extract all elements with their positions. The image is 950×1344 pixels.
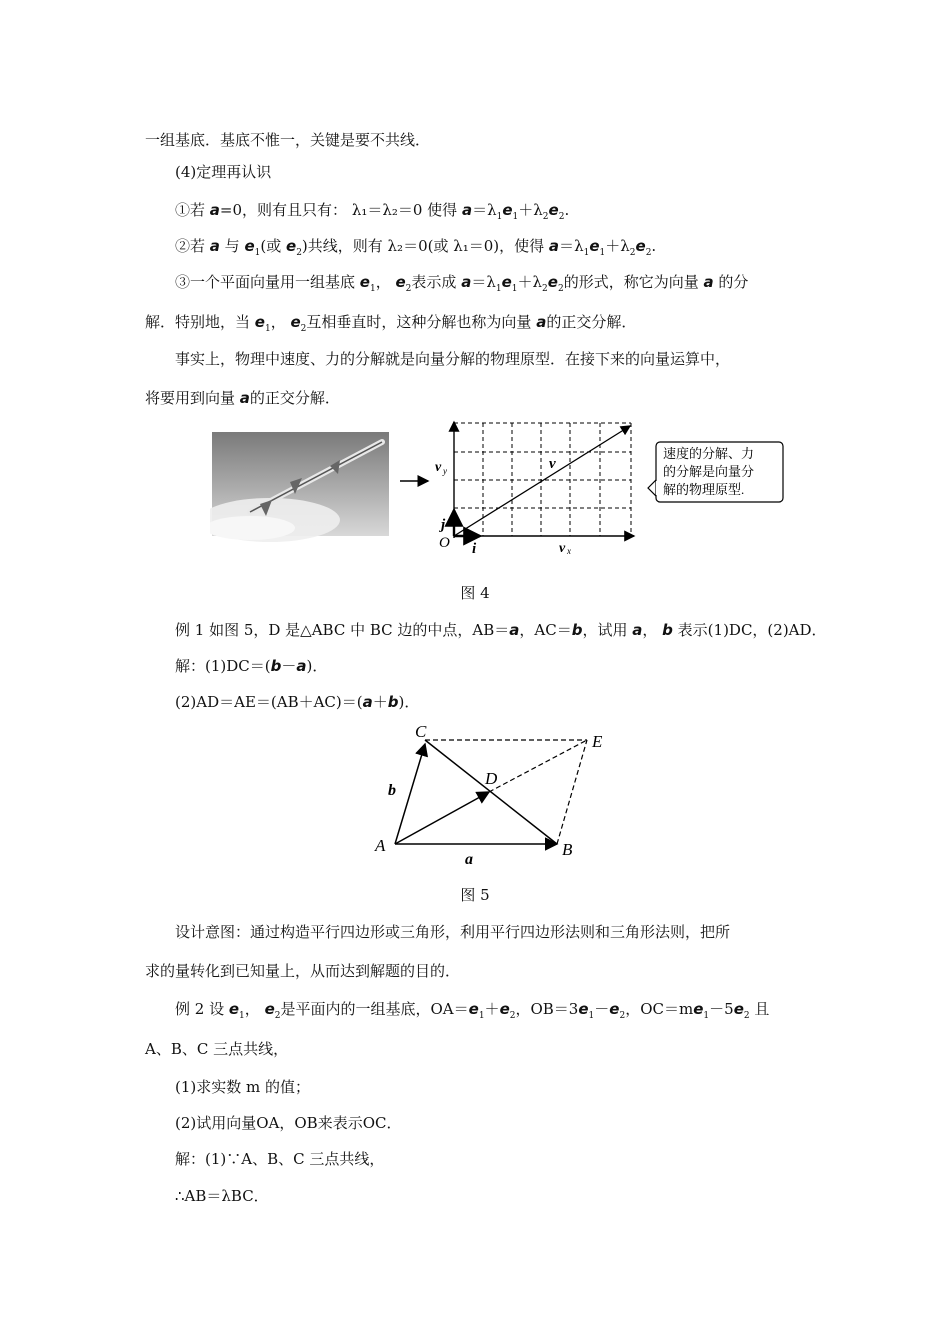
text-line: ③一个平面向量用一组基底 $e_1$， $e_2$表示成 $a=\lambda_1e_1+\lambda_2e_2$的形式，称它为向量 a 的分: [175, 273, 749, 294]
question-line: (2)试用向量OA，OB来表示OC．: [175, 1114, 402, 1132]
text-line: 设计意图：通过构造平行四边形或三角形，利用平行四边形法则和三角形法则，把所: [175, 923, 731, 941]
example-line: 例 1 如图 5，D 是△ABC 中 BC 边的中点，AB＝a，AC＝b，试用 a， b 表示(1)DC，(2)AD．: [175, 621, 827, 639]
text-line: A、B、C 三点共线，: [145, 1040, 289, 1058]
question-line: (1)求实数 m 的值；: [175, 1078, 311, 1096]
callout-line: 的分解是向量分: [663, 464, 755, 479]
text-line: ①若 a=0，则有且只有： λ₁＝λ₂＝0 使得 $a=\lambda_1e_1+\lambda_2e_2$.: [175, 201, 570, 222]
figure-caption: 图 5: [460, 886, 490, 904]
label-D: D: [485, 769, 498, 788]
vector-AD: [395, 792, 489, 844]
solution-line: (2)AD＝AE＝(AB＋AC)＝(a＋b)．: [175, 693, 420, 711]
label-vy-sub: y: [443, 466, 447, 476]
text-line: 一组基底．基底不惟一，关键是要不共线．: [145, 131, 431, 149]
text-line: 事实上，物理中速度、力的分解就是向量分解的物理原型．在接下来的向量运算中，: [175, 350, 731, 368]
label-A: A: [375, 836, 386, 855]
figure-4: [210, 420, 800, 565]
solution-line: ∴AB＝λBC．: [175, 1187, 269, 1205]
figure-caption: 图 4: [460, 584, 490, 602]
segment-DE: [489, 740, 587, 792]
label-B: B: [562, 840, 573, 859]
label-vx-sub: x: [567, 546, 571, 556]
example-line: 例 2 设 $e_1$， $e_2$是平面内的一组基底，$OA=e_1+e_2$，$OB=3e_1-e_2$，$OC=me_1-5e_2$ 且: [175, 1000, 770, 1021]
text-line: 将要用到向量 a的正交分解．: [145, 389, 340, 407]
label-vy: v: [435, 460, 442, 475]
figure-5: [365, 718, 625, 868]
segment-CB: [425, 740, 557, 844]
label-j: j: [441, 517, 446, 533]
label-O: O: [439, 535, 450, 551]
solution-line: 解：(1)∵A、B、C 三点共线，: [175, 1150, 385, 1168]
label-a: a: [465, 851, 473, 868]
callout-line: 速度的分解、力: [663, 446, 755, 461]
callout-line: 解的物理原型.: [663, 482, 745, 497]
label-E: E: [592, 732, 603, 751]
segment-BE: [557, 740, 587, 844]
label-i: i: [472, 541, 477, 557]
label-b: b: [388, 782, 396, 799]
missile-photo: [210, 432, 389, 542]
text-line: 求的量转化到已知量上，从而达到解题的目的．: [145, 962, 461, 980]
section-heading: (4)定理再认识: [175, 163, 272, 181]
label-C: C: [415, 722, 427, 741]
velocity-v: [454, 426, 630, 536]
solution-line: 解：(1)DC＝(b－a)．: [175, 657, 328, 675]
label-vx: v: [559, 541, 566, 556]
callout-box: [648, 442, 783, 502]
vector-AC: [395, 744, 425, 844]
text-line: ②若 a 与 $e_1$(或 $e_2$)共线，则有 λ₂＝0(或 λ₁＝0)，使得 $a=\lambda_1e_1+\lambda_2e_2$.: [175, 237, 657, 258]
text-line: 解．特别地，当 $e_1$， $e_2$互相垂直时，这种分解也称为向量 a的正交分解．: [145, 313, 637, 334]
label-v: v: [549, 456, 556, 472]
